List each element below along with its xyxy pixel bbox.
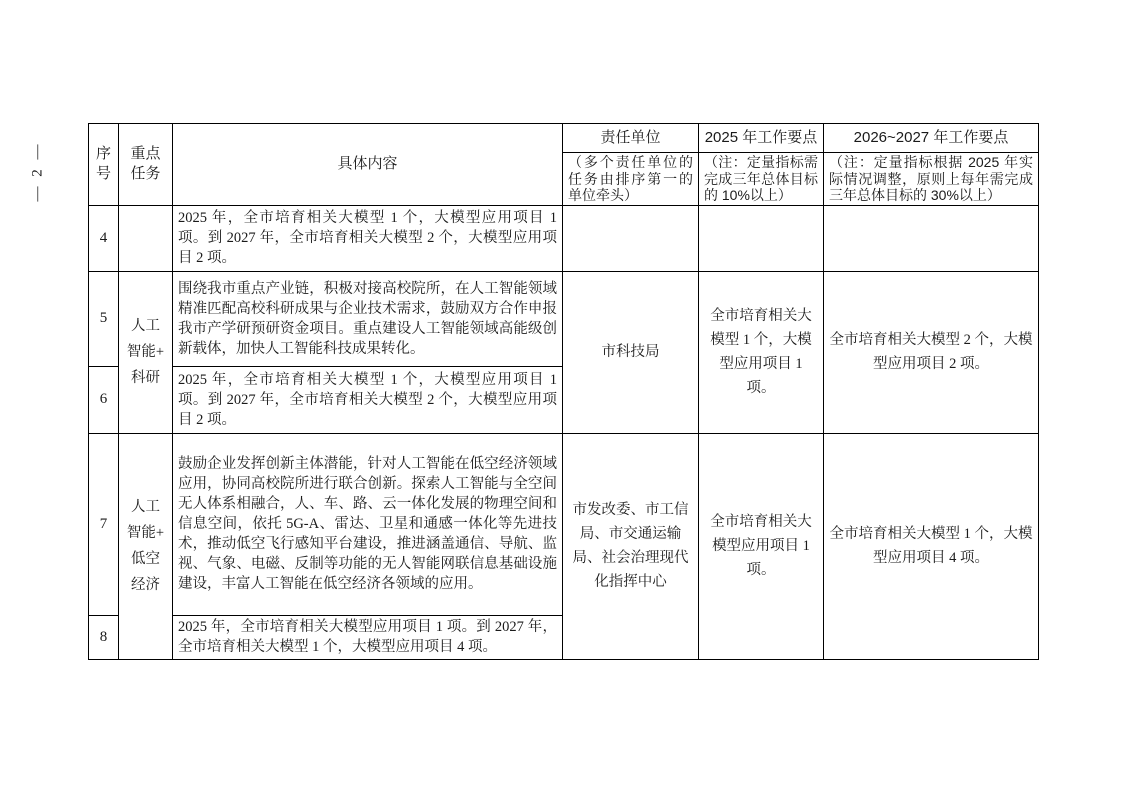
cell-2026-4	[824, 205, 1039, 271]
cell-task-7-8: 人工 智能+ 低空 经济	[119, 433, 173, 659]
header-serial: 序号	[89, 124, 119, 206]
table-row	[89, 205, 1039, 271]
header-2026-2027: 2026~2027 年工作要点	[824, 124, 1039, 153]
cell-task-5-6: 人工 智能+ 科研	[119, 271, 173, 433]
header-task: 重点任务	[119, 124, 173, 206]
cell-2025-5-6: 全市培育相关大模型 1 个，大模型应用项目 1 项。	[699, 271, 824, 433]
cell-content-6: 2025 年，全市培育相关大模型 1 个，大模型应用项目 1 项。到 2027 年，全市培育相关大模型 2 个，大模型应用项目 2 项。	[173, 366, 563, 433]
header-unit: 责任单位	[563, 124, 699, 153]
cell-2026-5-6: 全市培育相关大模型 2 个，大模型应用项目 2 项。	[824, 271, 1039, 433]
cell-content-7: 鼓励企业发挥创新主体潜能，针对人工智能在低空经济领域应用，协同高校院所进行联合创新。探索人工智能与全空间无人体系相融合，人、车、路、云一体化发展的物理空间和信息空间，依托 5G-A、雷达、卫星和通感一体化等先进技术，推动低空飞行感知平台建设，推进涵盖通信、导航、监视、气象、电磁、反制等功能的无人智能网联信息基础设施建设，丰富人工智能在低空经济各领域的应用。	[173, 433, 563, 615]
header-unit-note: （多个责任单位的任务由排序第一的单位牵头）	[563, 153, 699, 206]
cell-unit-4	[563, 205, 699, 271]
cell-content-5: 围绕我市重点产业链，积极对接高校院所，在人工智能领域精准匹配高校科研成果与企业技术需求，鼓励双方合作申报我市产学研预研资金项目。重点建设人工智能领域高能级创新载体，加快人工智能科技成果转化。	[173, 271, 563, 366]
cell-unit-5-6: 市科技局	[563, 271, 699, 433]
cell-task-4	[119, 205, 173, 271]
cell-serial-5: 5	[89, 271, 119, 366]
table-row	[89, 271, 1039, 366]
header-2025: 2025 年工作要点	[699, 124, 824, 153]
cell-content-4: 2025 年，全市培育相关大模型 1 个，大模型应用项目 1 项。到 2027 年，全市培育相关大模型 2 个，大模型应用项目 2 项。	[173, 205, 563, 271]
cell-content-8: 2025 年，全市培育相关大模型应用项目 1 项。到 2027 年，全市培育相关大模型 1 个，大模型应用项目 4 项。	[173, 615, 563, 659]
cell-serial-4: 4	[89, 205, 119, 271]
cell-serial-7: 7	[89, 433, 119, 615]
header-content: 具体内容	[173, 124, 563, 206]
cell-2025-7-8: 全市培育相关大模型应用项目 1 项。	[699, 433, 824, 659]
page-number-text: — 2 —	[29, 141, 46, 201]
header-title-row	[89, 124, 1039, 153]
cell-2025-4	[699, 205, 824, 271]
cell-2026-7-8: 全市培育相关大模型 1 个，大模型应用项目 4 项。	[824, 433, 1039, 659]
cell-serial-6: 6	[89, 366, 119, 433]
cell-unit-7-8: 市发改委、市工信局、市交通运输局、社会治理现代化指挥中心	[563, 433, 699, 659]
work-plan-table	[88, 123, 1039, 660]
header-2025-note: （注：定量指标需完成三年总体目标的 10%以上）	[699, 153, 824, 206]
page-number	[14, 123, 62, 219]
cell-serial-8: 8	[89, 615, 119, 659]
header-2026-2027-note: （注：定量指标根据 2025 年实际情况调整，原则上每年需完成三年总体目标的 30%以上）	[824, 153, 1039, 206]
table-row	[89, 433, 1039, 615]
